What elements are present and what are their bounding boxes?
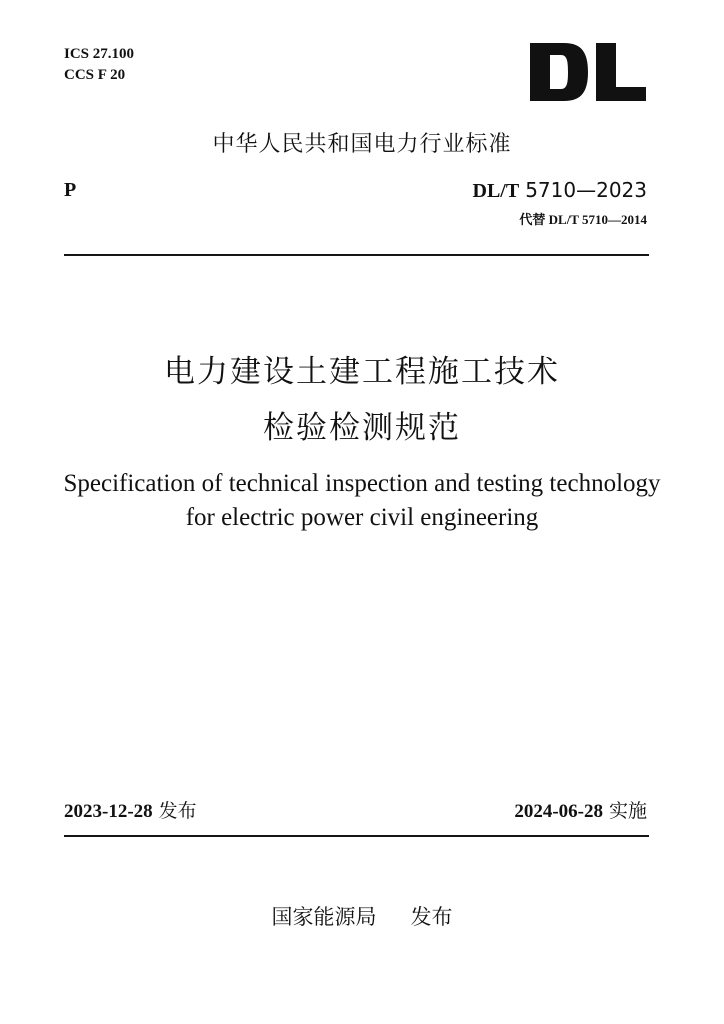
standard-code-number: 5710—2023 — [525, 178, 647, 202]
standard-code — [473, 177, 647, 204]
publisher-name: 国家能源局 — [271, 905, 377, 929]
ccs-code: CCS F 20 — [64, 67, 126, 83]
publish-label: 发布 — [410, 905, 453, 929]
industry-standard-title: 中华人民共和国电力行业标准 — [212, 132, 512, 157]
ics-code: ICS 27.100 — [64, 46, 135, 62]
title-cn-line2: 检验检测规范 — [263, 410, 461, 445]
category-letter: P — [64, 179, 77, 201]
standard-code-prefix: DL/T — [472, 180, 520, 202]
issue-date-value: 2023-12-28 — [64, 801, 153, 822]
title-en-line1: Specification of technical inspection and testing technology — [63, 470, 661, 497]
implementation-date — [514, 799, 647, 824]
dl-logo — [530, 43, 646, 101]
top-divider — [64, 254, 649, 256]
title-cn-line1: 电力建设土建工程施工技术 — [164, 354, 560, 389]
implementation-date-label: 实施 — [608, 800, 647, 822]
replaces-standard: 代替 DL/T 5710—2014 — [519, 212, 647, 227]
bottom-divider — [64, 835, 649, 837]
implementation-date-value: 2024-06-28 — [514, 801, 603, 822]
issue-date — [64, 799, 197, 824]
publisher — [0, 904, 724, 930]
issue-date-label: 发布 — [158, 800, 197, 822]
title-en-line2: for electric power civil engineering — [185, 504, 539, 531]
